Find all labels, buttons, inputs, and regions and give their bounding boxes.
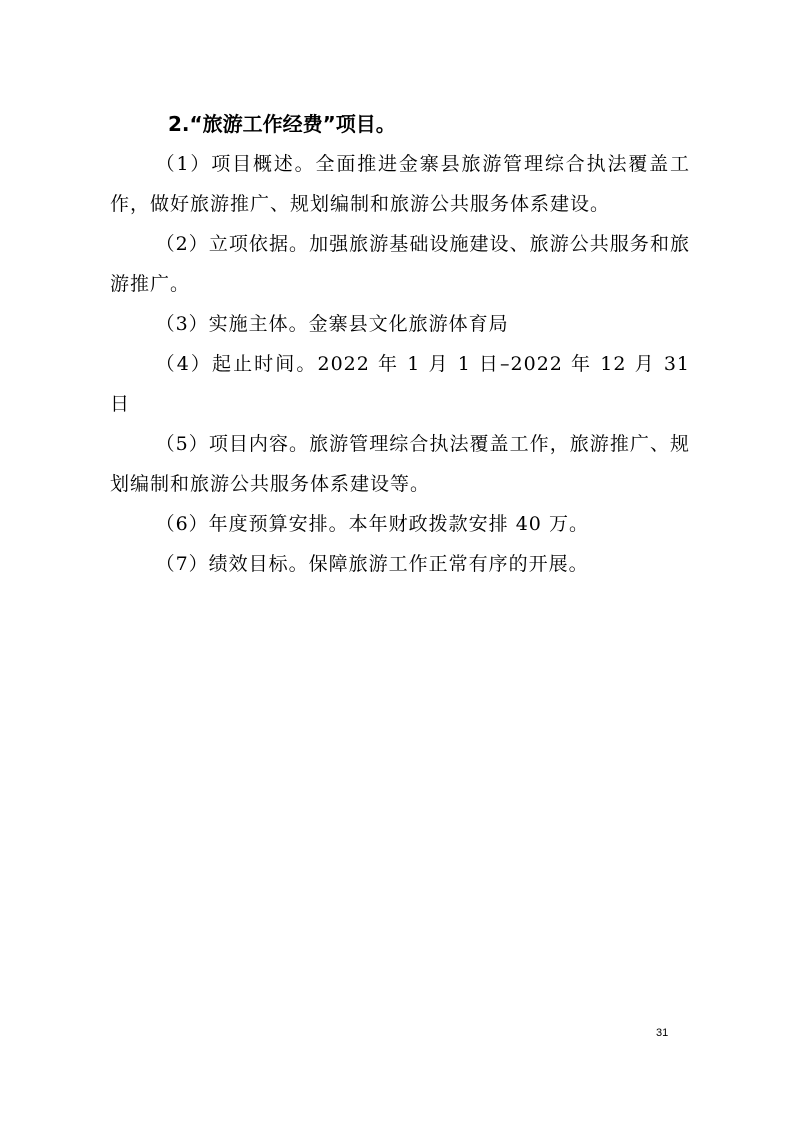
- paragraph-content: （5）项目内容。旅游管理综合执法覆盖工作，旅游推广、规划编制和旅游公共服务体系建设等。: [110, 433, 690, 495]
- paragraph-entity: （3）实施主体。金寨县文化旅游体育局: [155, 313, 509, 335]
- paragraph-budget: （6）年度预算安排。本年财政拨款安排 40 万。: [155, 513, 589, 535]
- document-body: [110, 104, 690, 584]
- section-heading: 2.“旅游工作经费”项目。: [168, 112, 396, 136]
- paragraph-period: （4）起止时间。2022 年 1 月 1 日–2022 年 12 月 31 日: [110, 353, 690, 415]
- paragraph-goal: （7）绩效目标。保障旅游工作正常有序的开展。: [155, 553, 589, 575]
- page-number: 31: [656, 1027, 669, 1039]
- paragraph-overview: （1）项目概述。全面推进金寨县旅游管理综合执法覆盖工作，做好旅游推广、规划编制和旅游公共服务体系建设。: [110, 153, 690, 215]
- paragraph-basis: （2）立项依据。加强旅游基础设施建设、旅游公共服务和旅游推广。: [110, 233, 690, 295]
